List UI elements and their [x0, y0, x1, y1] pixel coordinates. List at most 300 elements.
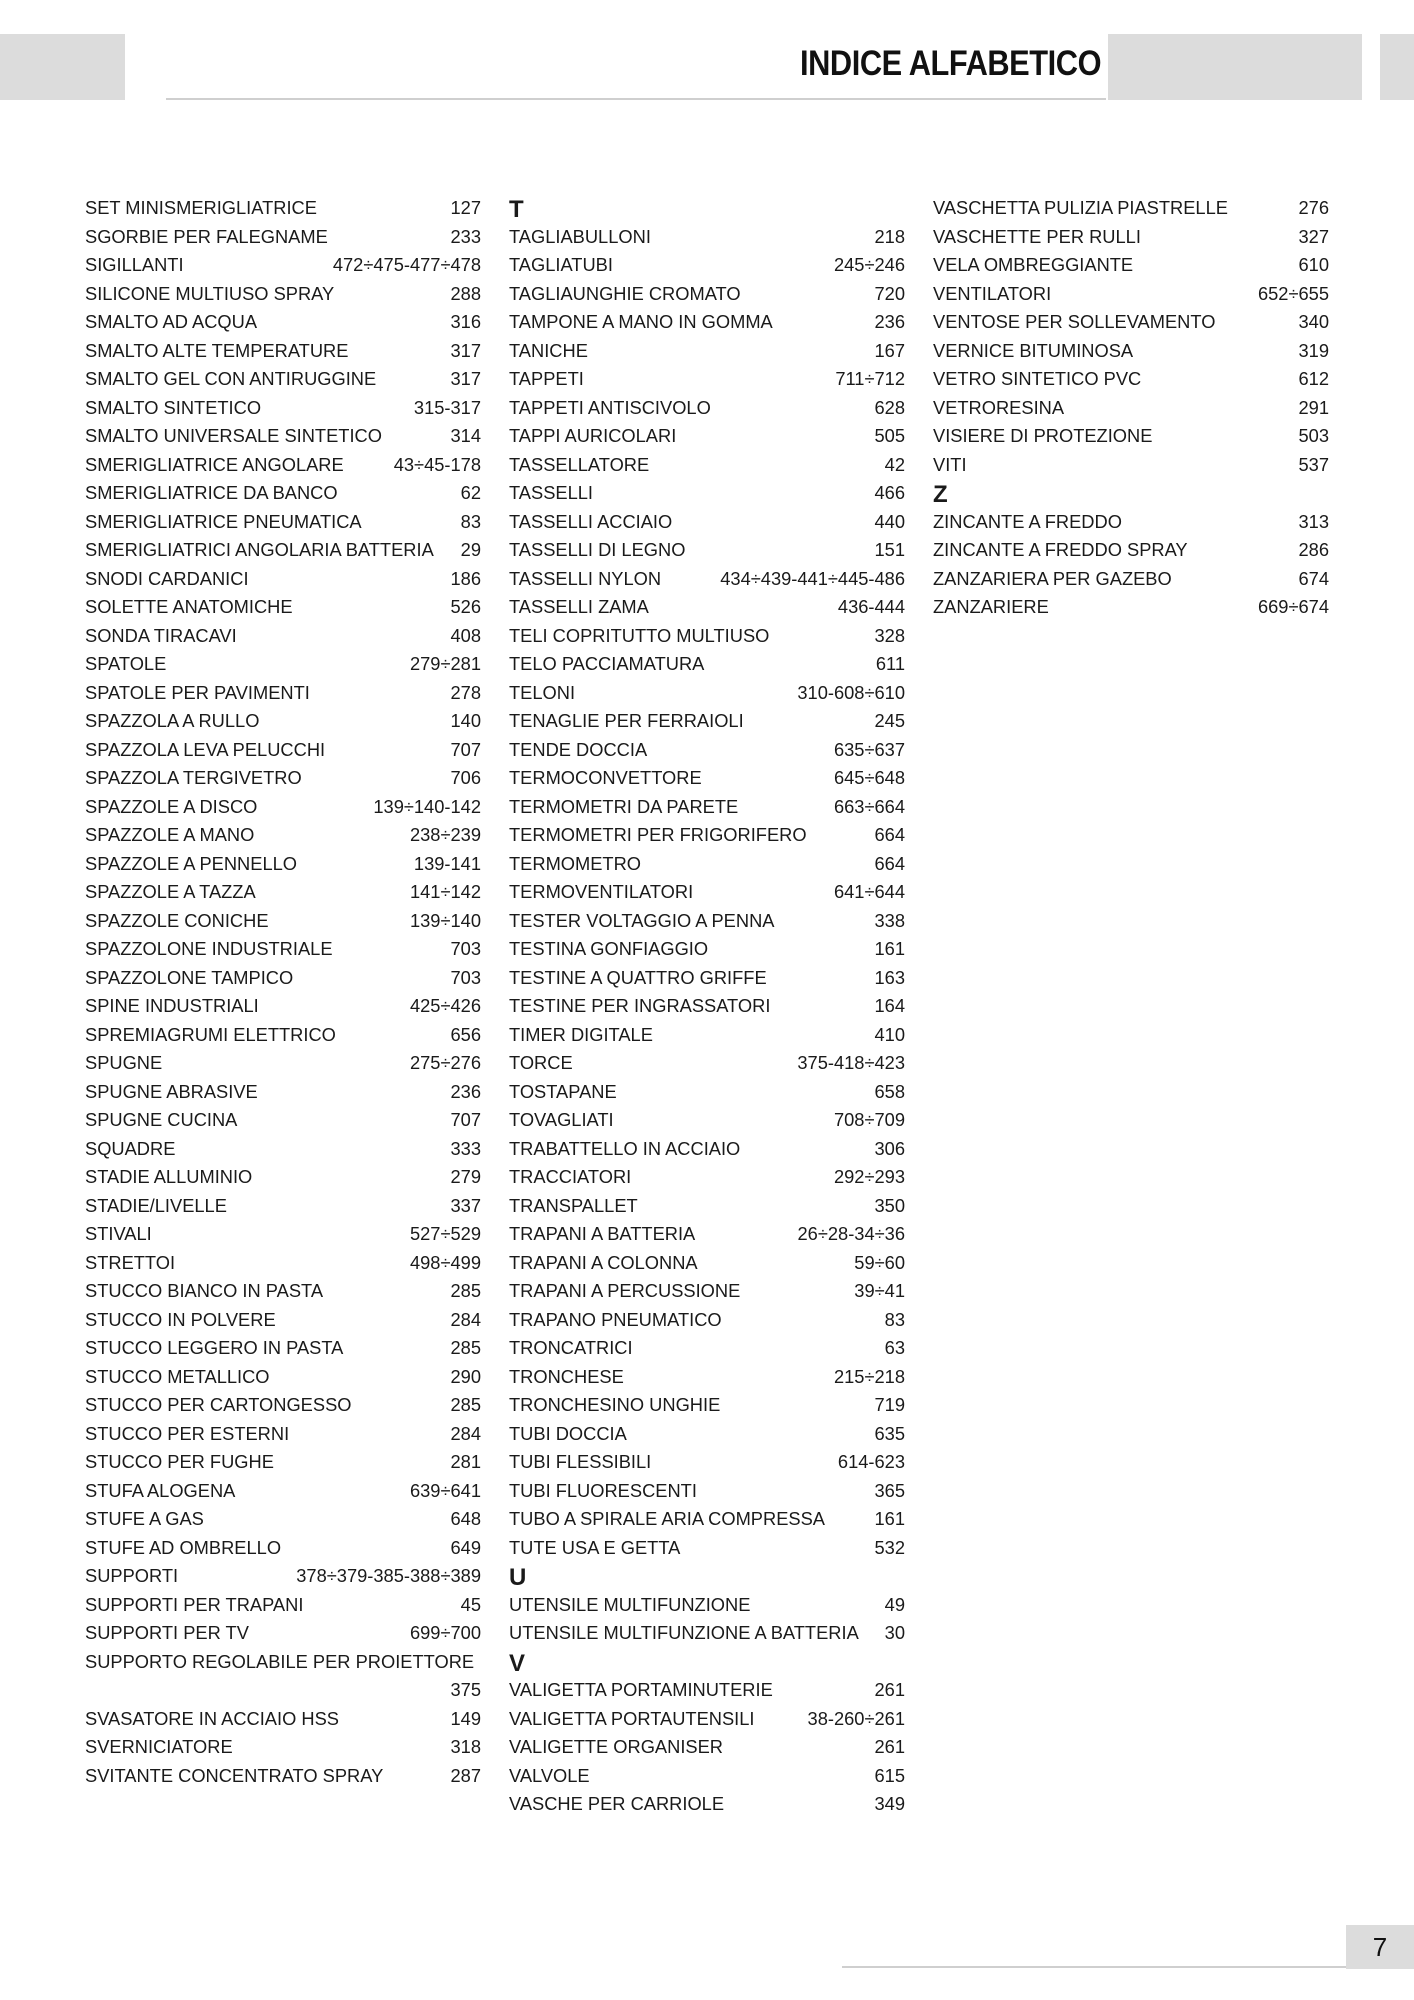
page-number: 7 [1346, 1925, 1414, 1969]
header-block-edge [1380, 34, 1414, 100]
header-block-right [1108, 34, 1362, 100]
entry-page: 139÷140-142 [373, 795, 481, 817]
entry-page: 30 [884, 1622, 905, 1643]
entry-name: SPAZZOLE CONICHE [85, 909, 269, 931]
entry-page: 83 [884, 1308, 905, 1330]
entry-page: 614-623 [837, 1451, 905, 1472]
index-entry [933, 251, 1329, 280]
entry-page: 527÷529 [409, 1223, 481, 1244]
entry-name: SVITANTE CONCENTRATO SPRAY [85, 1764, 384, 1786]
index-entry [509, 394, 905, 423]
entry-page: 285 [450, 1337, 481, 1358]
entry-name: TRABATTELLO IN ACCIAIO [509, 1137, 741, 1159]
entry-name: TUBI DOCCIA [509, 1422, 627, 1444]
entry-name: TAGLIATUBI [509, 254, 613, 275]
entry-page: 615 [874, 1764, 905, 1786]
entry-name: TESTINE PER INGRASSATORI [509, 995, 771, 1016]
index-entry [85, 479, 481, 508]
index-entry [509, 1306, 905, 1335]
entry-name: SNODI CARDANICI [85, 567, 249, 589]
entry-page: 319 [1298, 339, 1329, 361]
index-entry [509, 622, 905, 651]
entry-page: 649 [450, 1536, 481, 1558]
entry-page: 49 [884, 1593, 905, 1615]
entry-name: SPAZZOLONE INDUSTRIALE [85, 938, 333, 959]
entry-page: 215÷218 [833, 1365, 905, 1387]
entry-page: 29 [460, 539, 481, 560]
index-entry [509, 565, 905, 594]
entry-name: VERNICE BITUMINOSA [933, 339, 1134, 361]
entry-name: TAGLIAUNGHIE CROMATO [509, 282, 741, 304]
index-entry [85, 251, 481, 280]
section-letter: T [509, 196, 524, 223]
entry-page: 707 [450, 1109, 481, 1130]
entry-page: 287 [450, 1764, 481, 1786]
index-entry [509, 451, 905, 480]
index-entry [933, 422, 1329, 451]
index-entry [85, 1363, 481, 1392]
entry-name: VALVOLE [509, 1764, 590, 1786]
page-title: INDICE ALFABETICO [800, 44, 1102, 83]
index-entry [509, 1220, 905, 1249]
entry-name: STRETTOI [85, 1251, 176, 1273]
entry-page: 167 [874, 339, 905, 361]
entry-page: 288 [450, 282, 481, 304]
index-entry [85, 365, 481, 394]
entry-name: SPUGNE [85, 1052, 163, 1073]
entry-page: 236 [874, 311, 905, 332]
index-entry [85, 1021, 481, 1050]
index-entry [509, 736, 905, 765]
entry-page: 151 [874, 539, 905, 560]
index-entry [85, 223, 481, 252]
index-entry [509, 1790, 905, 1819]
entry-name: STADIE/LIVELLE [85, 1194, 227, 1216]
index-entry [933, 194, 1329, 223]
entry-page: 313 [1298, 510, 1329, 532]
entry-name: SPAZZOLE A DISCO [85, 795, 258, 817]
entry-name: VASCHETTE PER RULLI [933, 225, 1141, 247]
entry-name: VASCHETTA PULIZIA PIASTRELLE [933, 197, 1228, 218]
index-entry [85, 1733, 481, 1762]
entry-name: SMERIGLIATRICE ANGOLARE [85, 453, 344, 475]
entry-page: 186 [450, 567, 481, 589]
index-entry [509, 1334, 905, 1363]
entry-page: 62 [460, 482, 481, 503]
entry-name: SPUGNE ABRASIVE [85, 1080, 258, 1102]
entry-page: 141÷142 [409, 881, 481, 902]
entry-page: 410 [874, 1023, 905, 1045]
entry-page: 316 [450, 311, 481, 332]
index-entry [509, 793, 905, 822]
entry-page: 163 [874, 966, 905, 988]
entry-name: SPAZZOLA A RULLO [85, 710, 260, 731]
index-entry [933, 394, 1329, 423]
entry-name: TELI COPRITUTTO MULTIUSO [509, 624, 770, 646]
entry-page: 285 [450, 1394, 481, 1415]
entry-page: 350 [874, 1194, 905, 1216]
entry-name: SPAZZOLE A TAZZA [85, 881, 256, 902]
index-entry [509, 1534, 905, 1563]
index-entry [85, 679, 481, 708]
index-entry [85, 1762, 481, 1791]
entry-page: 375 [450, 1679, 481, 1700]
index-entry [509, 1733, 905, 1762]
entry-name: TRANSPALLET [509, 1194, 638, 1216]
entry-page: 306 [874, 1137, 905, 1159]
index-entry [85, 536, 481, 565]
index-entry [85, 280, 481, 309]
entry-name: UTENSILE MULTIFUNZIONE [509, 1593, 751, 1615]
index-entry [509, 1448, 905, 1477]
entry-name: TERMOMETRI DA PARETE [509, 795, 739, 817]
entry-name: TRAPANO PNEUMATICO [509, 1308, 722, 1330]
entry-name: SPAZZOLONE TAMPICO [85, 966, 294, 988]
index-entry [509, 1135, 905, 1164]
index-entry [509, 1021, 905, 1050]
entry-page: 290 [450, 1365, 481, 1387]
entry-name: TESTINE A QUATTRO GRIFFE [509, 966, 767, 988]
index-entry [85, 1534, 481, 1563]
entry-page: 639÷641 [409, 1479, 481, 1501]
entry-name: SMALTO UNIVERSALE SINTETICO [85, 425, 382, 446]
entry-page: 127 [450, 197, 481, 218]
entry-name: STIVALI [85, 1223, 152, 1244]
entry-name: SVASATORE IN ACCIAIO HSS [85, 1707, 339, 1729]
index-entry [85, 1249, 481, 1278]
entry-page: 285 [450, 1280, 481, 1301]
index-entry [933, 337, 1329, 366]
entry-name: SOLETTE ANATOMICHE [85, 596, 293, 617]
index-entry [509, 422, 905, 451]
entry-page: 708÷709 [833, 1109, 905, 1130]
index-entry [85, 1078, 481, 1107]
entry-page: 641÷644 [833, 881, 905, 902]
index-entry [85, 1505, 481, 1534]
index-entry [85, 1591, 481, 1620]
index-entry [509, 1249, 905, 1278]
entry-page: 378÷379-385-388÷389 [296, 1565, 481, 1586]
index-entry [509, 1705, 905, 1734]
entry-page: 635 [874, 1422, 905, 1444]
entry-name: STUCCO PER CARTONGESSO [85, 1394, 352, 1415]
entry-name: STUCCO PER FUGHE [85, 1451, 274, 1472]
entry-page: 340 [1298, 311, 1329, 332]
entry-page: 711÷712 [835, 368, 905, 389]
index-entry [933, 565, 1329, 594]
index-entry [509, 1505, 905, 1534]
entry-name: SVERNICIATORE [85, 1736, 233, 1757]
entry-page: 537 [1298, 453, 1329, 475]
entry-name: VALIGETTE ORGANISER [509, 1736, 724, 1757]
index-entry [509, 280, 905, 309]
index-entry [85, 650, 481, 679]
entry-name: VELA OMBREGGIANTE [933, 254, 1134, 275]
index-entry [933, 365, 1329, 394]
index-entry [509, 1391, 905, 1420]
index-entry [85, 850, 481, 879]
entry-name: STUFE AD OMBRELLO [85, 1536, 282, 1558]
entry-page: 505 [874, 425, 905, 446]
index-entry [85, 793, 481, 822]
index-column-2 [509, 194, 905, 1819]
entry-page: 337 [450, 1194, 481, 1216]
entry-page: 26÷28-34÷36 [797, 1223, 905, 1244]
entry-page: 292÷293 [833, 1166, 905, 1187]
index-entry [509, 308, 905, 337]
index-entry [85, 1306, 481, 1335]
entry-name: TORCE [509, 1052, 573, 1073]
index-entry [509, 1477, 905, 1506]
index-entry [85, 451, 481, 480]
entry-page: 628 [874, 396, 905, 418]
entry-page: 466 [874, 482, 905, 503]
index-entry [509, 992, 905, 1021]
entry-page: 703 [450, 938, 481, 959]
entry-page: 703 [450, 966, 481, 988]
entry-name: ZINCANTE A FREDDO [933, 510, 1122, 532]
entry-name: VALIGETTA PORTAUTENSILI [509, 1707, 755, 1729]
index-entry [85, 337, 481, 366]
entry-name: SUPPORTO REGOLABILE PER PROIETTORE [85, 1650, 475, 1672]
entry-page: 281 [450, 1451, 481, 1472]
entry-page: 42 [884, 453, 905, 475]
entry-page: 261 [874, 1736, 905, 1757]
header-rule [166, 98, 1106, 100]
entry-page: 652÷655 [1257, 282, 1329, 304]
entry-name: ZINCANTE A FREDDO SPRAY [933, 539, 1188, 560]
entry-page: 275÷276 [409, 1052, 481, 1073]
index-entry [85, 565, 481, 594]
entry-page: 139-141 [413, 852, 481, 874]
entry-page: 318 [450, 1736, 481, 1757]
index-entry [509, 593, 905, 622]
entry-page: 425÷426 [409, 995, 481, 1016]
entry-name: STUCCO LEGGERO IN PASTA [85, 1337, 344, 1358]
entry-page: 161 [874, 938, 905, 959]
entry-name: TASSELLI ACCIAIO [509, 510, 673, 532]
index-entry [85, 1648, 481, 1677]
index-entry [509, 821, 905, 850]
index-entry [85, 935, 481, 964]
entry-name: UTENSILE MULTIFUNZIONE A BATTERIA [509, 1622, 859, 1643]
entry-page: 365 [874, 1479, 905, 1501]
section-letter: Z [933, 481, 948, 508]
index-entry [933, 308, 1329, 337]
entry-name: SMERIGLIATRICE DA BANCO [85, 482, 338, 503]
index-entry [509, 223, 905, 252]
entry-name: TAMPONE A MANO IN GOMMA [509, 311, 773, 332]
entry-name: TUBI FLESSIBILI [509, 1451, 652, 1472]
index-entry [933, 223, 1329, 252]
entry-page: 59÷60 [854, 1251, 905, 1273]
entry-name: SUPPORTI PER TV [85, 1622, 249, 1643]
entry-page: 245÷246 [833, 254, 905, 275]
entry-page: 648 [450, 1508, 481, 1529]
entry-page: 328 [874, 624, 905, 646]
index-entry [85, 1220, 481, 1249]
entry-name: VALIGETTA PORTAMINUTERIE [509, 1679, 773, 1700]
index-entry [933, 536, 1329, 565]
entry-page: 349 [874, 1793, 905, 1814]
entry-name: STUFA ALOGENA [85, 1479, 236, 1501]
index-column-3 [933, 194, 1329, 622]
entry-name: TELONI [509, 681, 576, 703]
entry-name: SMERIGLIATRICI ANGOLARIA BATTERIA [85, 539, 434, 560]
entry-page: 245 [874, 710, 905, 731]
index-entry [509, 536, 905, 565]
index-entry [509, 764, 905, 793]
entry-name: TAPPI AURICOLARI [509, 425, 677, 446]
entry-name: TERMOVENTILATORI [509, 881, 694, 902]
index-entry [85, 1163, 481, 1192]
index-entry [85, 736, 481, 765]
entry-page: 83 [460, 510, 481, 532]
entry-name: TERMOMETRO [509, 852, 642, 874]
entry-name: TERMOCONVETTORE [509, 767, 702, 788]
entry-page: 611 [875, 653, 905, 674]
entry-page: 276 [1298, 197, 1329, 218]
entry-name: SMALTO GEL CON ANTIRUGGINE [85, 368, 377, 389]
index-entry [509, 679, 905, 708]
entry-name: TESTER VOLTAGGIO A PENNA [509, 909, 775, 931]
entry-page: 140 [450, 710, 481, 731]
index-entry [509, 337, 905, 366]
index-entry [509, 1078, 905, 1107]
entry-name: SPREMIAGRUMI ELETTRICO [85, 1023, 336, 1045]
index-entry [509, 1762, 905, 1791]
entry-name: VENTOSE PER SOLLEVAMENTO [933, 311, 1216, 332]
index-entry [509, 907, 905, 936]
entry-name: SMALTO SINTETICO [85, 396, 262, 418]
entry-name: STADIE ALLUMINIO [85, 1166, 253, 1187]
entry-name: TOVAGLIATI [509, 1109, 614, 1130]
entry-name: TAPPETI [509, 368, 584, 389]
entry-name: STUCCO METALLICO [85, 1365, 270, 1387]
index-entry [509, 878, 905, 907]
entry-page: 279 [450, 1166, 481, 1187]
index-entry [85, 1676, 481, 1705]
index-entry [509, 1277, 905, 1306]
entry-name: SILICONE MULTIUSO SPRAY [85, 282, 335, 304]
entry-name: TIMER DIGITALE [509, 1023, 653, 1045]
index-entry [509, 1163, 905, 1192]
entry-page: 472÷475-477÷478 [332, 254, 481, 275]
index-entry [85, 593, 481, 622]
entry-name: SET MINISMERIGLIATRICE [85, 197, 317, 218]
entry-name: TANICHE [509, 339, 588, 361]
entry-page: 315-317 [413, 396, 481, 418]
entry-name: TRONCHESINO UNGHIE [509, 1394, 721, 1415]
index-column-1 [85, 194, 481, 1790]
entry-page: 375-418÷423 [797, 1052, 905, 1073]
index-entry [509, 1591, 905, 1620]
entry-page: 327 [1298, 225, 1329, 247]
entry-page: 658 [874, 1080, 905, 1102]
index-entry [85, 878, 481, 907]
entry-name: STUFE A GAS [85, 1508, 204, 1529]
entry-name: TUBI FLUORESCENTI [509, 1479, 697, 1501]
entry-name: TELO PACCIAMATURA [509, 653, 705, 674]
entry-name: SIGILLANTI [85, 254, 184, 275]
header-block-left [0, 34, 125, 100]
entry-page: 45 [460, 1593, 481, 1615]
entry-page: 669÷674 [1257, 596, 1329, 617]
entry-name: STUCCO BIANCO IN PASTA [85, 1280, 324, 1301]
entry-name: VETRORESINA [933, 396, 1065, 418]
entry-name: VISIERE DI PROTEZIONE [933, 425, 1153, 446]
entry-name: SMERIGLIATRICE PNEUMATICA [85, 510, 362, 532]
entry-name: TASSELLATORE [509, 453, 650, 475]
index-entry [933, 593, 1329, 622]
entry-name: TOSTAPANE [509, 1080, 617, 1102]
entry-page: 664 [874, 852, 905, 874]
index-entry [509, 1420, 905, 1449]
entry-page: 238÷239 [409, 824, 481, 845]
index-entry [85, 622, 481, 651]
entry-name: STUCCO PER ESTERNI [85, 1422, 290, 1444]
entry-page: 408 [450, 624, 481, 646]
entry-page: 338 [874, 909, 905, 931]
entry-page: 279÷281 [409, 653, 481, 674]
index-entry [85, 1420, 481, 1449]
entry-name: SPATOLE [85, 653, 167, 674]
entry-name: TASSELLI ZAMA [509, 596, 649, 617]
entry-page: 610 [1298, 254, 1329, 275]
entry-name: TERMOMETRI PER FRIGORIFERO [509, 824, 807, 845]
entry-name: TRAPANI A BATTERIA [509, 1223, 696, 1244]
index-entry [85, 707, 481, 736]
index-entry [509, 1049, 905, 1078]
index-entry [509, 1619, 905, 1648]
index-entry [85, 1135, 481, 1164]
index-entry [85, 1448, 481, 1477]
index-entry [509, 1192, 905, 1221]
index-entry [85, 1334, 481, 1363]
entry-page: 719 [874, 1394, 905, 1415]
entry-name: SGORBIE PER FALEGNAME [85, 225, 328, 247]
entry-page: 333 [450, 1137, 481, 1159]
entry-name: SPAZZOLA TERGIVETRO [85, 767, 302, 788]
entry-page: 526 [450, 596, 481, 617]
index-entry [85, 394, 481, 423]
entry-page: 314 [450, 425, 481, 446]
entry-page: 532 [874, 1536, 905, 1558]
entry-page: 674 [1298, 567, 1329, 589]
entry-page: 139÷140 [409, 909, 481, 931]
entry-page: 233 [450, 225, 481, 247]
entry-page: 317 [450, 339, 481, 361]
entry-name: SPAZZOLE A PENNELLO [85, 852, 298, 874]
index-entry [85, 1391, 481, 1420]
entry-name: VASCHE PER CARRIOLE [509, 1793, 725, 1814]
index-entry [509, 935, 905, 964]
index-entry [85, 1277, 481, 1306]
entry-name: SQUADRE [85, 1137, 176, 1159]
index-entry [85, 1192, 481, 1221]
entry-name: TASSELLI NYLON [509, 567, 662, 589]
index-entry [85, 1049, 481, 1078]
entry-page: 635÷637 [833, 738, 905, 760]
entry-page: 699÷700 [409, 1622, 481, 1643]
index-entry [509, 964, 905, 993]
entry-page: 720 [874, 282, 905, 304]
index-entry [85, 821, 481, 850]
entry-name: TASSELLI DI LEGNO [509, 539, 686, 560]
entry-name: VITI [933, 453, 967, 475]
entry-page: 161 [874, 1508, 905, 1529]
entry-page: 149 [450, 1707, 481, 1729]
